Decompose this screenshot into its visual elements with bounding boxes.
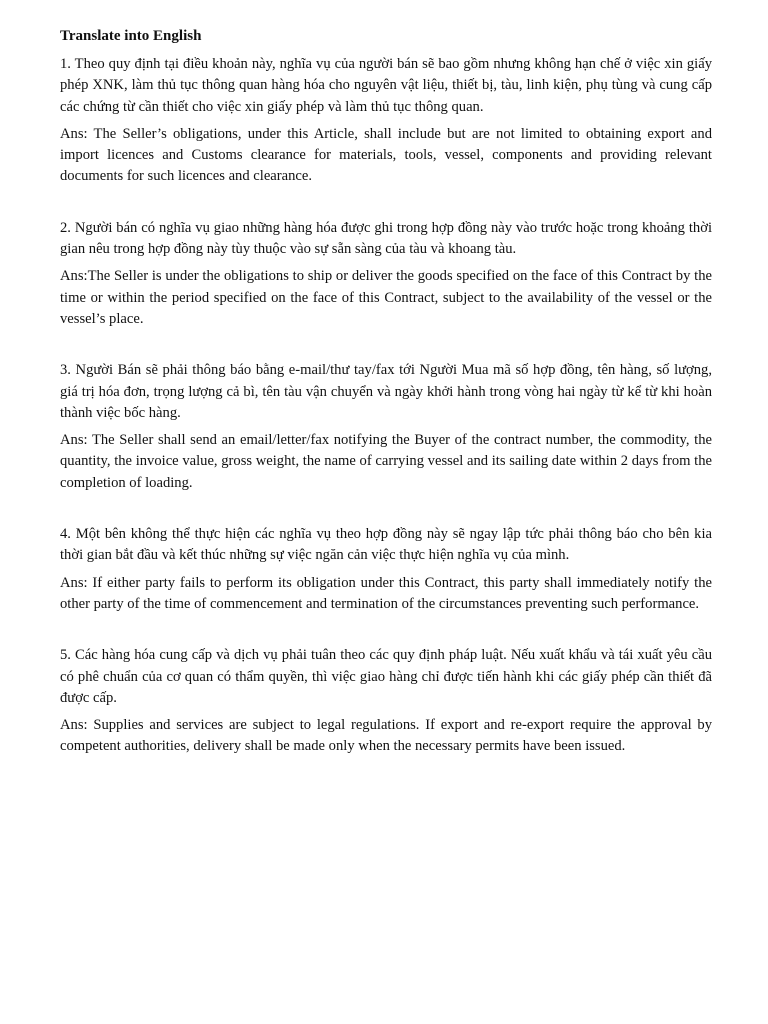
question-text: 1. Theo quy định tại điều khoản này, nghĩa vụ của người bán sẽ bao gồm nhưng không hạn chế ở việc xin giấy phép XNK, làm thủ tục thông quan hàng hóa cho nguyên vật liệu, thiết bị, tàu, linh kiện, phụ tùng và cung cấp các chứng từ cần thiết cho việc xin giấy phép và làm thủ tục thông quan.: [60, 56, 712, 115]
question-text: 5. Các hàng hóa cung cấp và dịch vụ phải tuân theo các quy định pháp luật. Nếu xuất khẩu và tái xuất yêu cầu có phê chuẩn của cơ quan có thẩm quyền, thì việc giao hàng chỉ được tiến hành khi các giấy phép cần thiết đã được cấp.: [60, 647, 712, 706]
exercise-item-3: [60, 360, 712, 494]
answer-text: Ans: Supplies and services are subject to legal regulations. If export and re-export require the approval by competent authorities, delivery shall be made only when the necessary permits have been issued.: [60, 717, 712, 755]
answer-text: Ans: The Seller shall send an email/letter/fax notifying the Buyer of the contract number, the commodity, the quantity, the invoice value, gross weight, the name of carrying vessel and its sailing date within 2 days from the completion of loading.: [60, 432, 712, 491]
document-title: Translate into English: [60, 28, 202, 44]
question-text: 4. Một bên không thể thực hiện các nghĩa vụ theo hợp đồng này sẽ ngay lập tức phải thông báo cho bên kia thời gian bắt đầu và kết thúc những sự việc ngăn cản việc thực hiện nghĩa vụ của mình.: [60, 526, 712, 564]
answer-text: Ans:The Seller is under the obligations to ship or deliver the goods specified on the face of this Contract by the time or within the period specified on the face of this Contract, subject to the availability of the vessel or the vessel’s place.: [60, 268, 712, 327]
exercise-item-4: [60, 524, 712, 615]
exercise-item-1: [60, 54, 712, 188]
answer-text: Ans: If either party fails to perform its obligation under this Contract, this party shall immediately notify the other party of the time of commencement and termination of the circumstances preventing such performance.: [60, 574, 712, 612]
exercise-item-2: [60, 218, 712, 330]
question-text: 3. Người Bán sẽ phải thông báo bằng e-mail/thư tay/fax tới Người Mua mã số hợp đồng, tên hàng, số lượng, giá trị hóa đơn, trọng lượng cả bì, tên tàu vận chuyển và ngày khởi hành trong vòng hai ngày từ kể từ khi hoàn thành việc bốc hàng.: [60, 362, 712, 421]
answer-text: Ans: The Seller’s obligations, under this Article, shall include but are not limited to obtaining export and import licences and Customs clearance for materials, tools, vessel, components and providing relevant documents for such licences and clearance.: [60, 125, 712, 185]
exercise-item-5: [60, 645, 712, 757]
question-text: 2. Người bán có nghĩa vụ giao những hàng hóa được ghi trong hợp đồng này vào trước hoặc trong khoảng thời gian nêu trong hợp đồng này tùy thuộc vào sự sẵn sàng của tàu và khoang tàu.: [60, 219, 712, 258]
